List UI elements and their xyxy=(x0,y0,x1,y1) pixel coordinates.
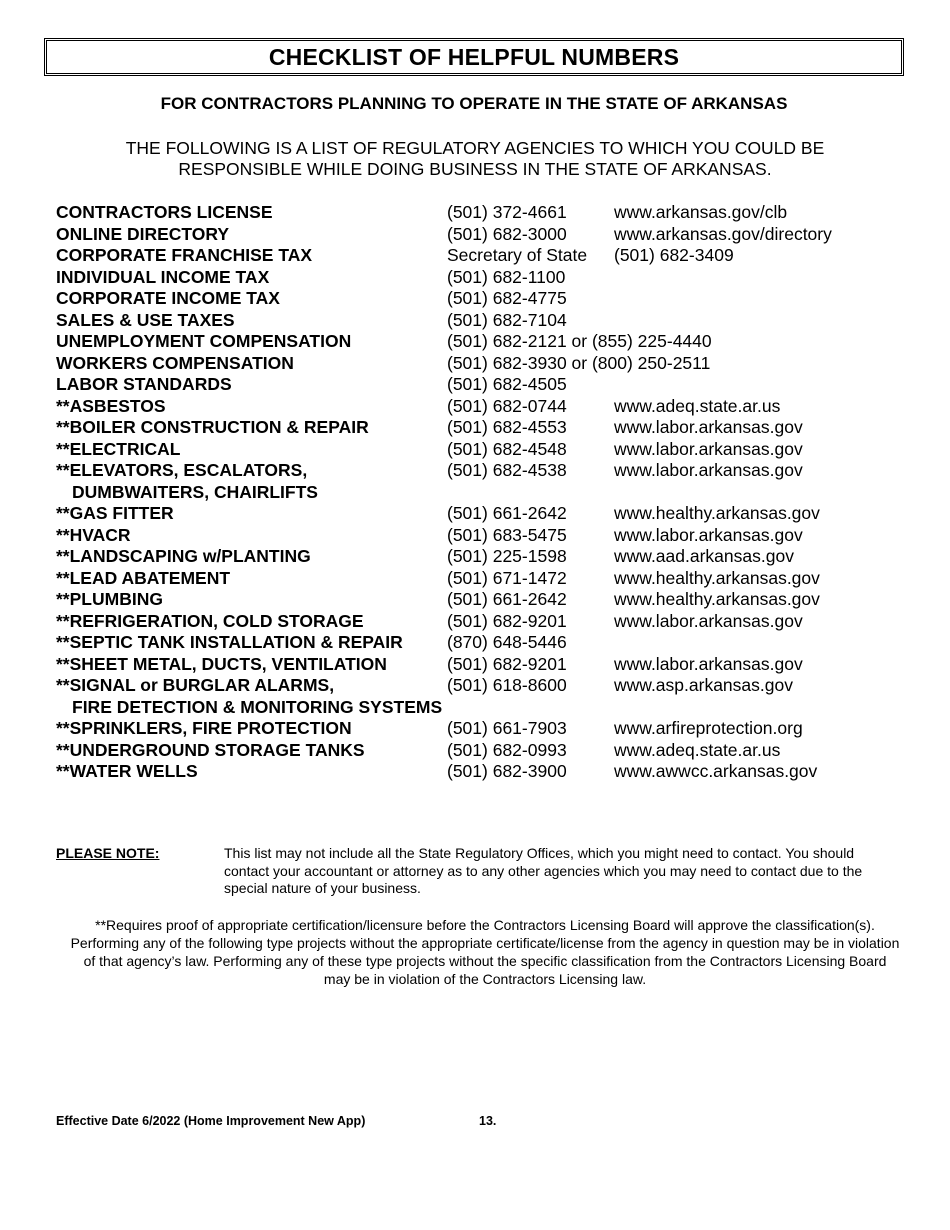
agency-website: www.labor.arkansas.gov xyxy=(614,524,803,545)
agency-name: **ASBESTOS xyxy=(56,395,166,416)
agency-row xyxy=(56,611,876,633)
agency-phone: Secretary of State xyxy=(447,245,588,265)
agency-name: CONTRACTORS LICENSE xyxy=(56,202,273,222)
intro-paragraph: THE FOLLOWING IS A LIST OF REGULATORY AGENCIES TO WHICH YOU COULD BE RESPONSIBLE WHILE DOING BUSINESS IN THE STATE OF ARKANSAS. xyxy=(125,138,825,179)
agency-name: FIRE DETECTION & MONITORING SYSTEMS xyxy=(72,696,443,717)
agency-website: www.aad.arkansas.gov xyxy=(614,546,794,566)
agency-phone: (501) 682-4538 xyxy=(447,460,567,480)
agency-name: WORKERS COMPENSATION xyxy=(56,352,294,373)
agency-website: www.adeq.state.ar.us xyxy=(614,739,781,760)
agency-phone: (501) 682-1100 xyxy=(447,266,566,287)
page-number: 13. xyxy=(479,1114,497,1128)
agency-phone: (870) 648-5446 xyxy=(447,632,567,652)
agency-phone: (501) 661-2642 xyxy=(447,589,567,609)
agency-website: (501) 682-3409 xyxy=(614,245,734,265)
agency-phone: (501) 682-3930 or (800) 250-2511 xyxy=(447,352,711,373)
agency-row xyxy=(56,568,876,590)
agency-row xyxy=(56,396,876,418)
agency-phone: (501) 372-4661 xyxy=(447,202,567,222)
agency-row xyxy=(56,697,876,719)
agency-row xyxy=(56,654,876,676)
page-subtitle: FOR CONTRACTORS PLANNING TO OPERATE IN THE STATE OF ARKANSAS xyxy=(160,94,788,113)
agency-website: www.labor.arkansas.gov xyxy=(614,438,803,459)
agency-name: **WATER WELLS xyxy=(56,761,198,781)
note-text: This list may not include all the State Regulatory Offices, which you might need to contact. You should contact your accountant or attorney as to any other agencies which you may need to contact due to the special nature of your business. xyxy=(224,845,863,896)
agency-website: www.labor.arkansas.gov xyxy=(614,460,803,480)
agency-row xyxy=(56,675,876,697)
agency-phone: (501) 682-3900 xyxy=(447,761,567,781)
agency-website: www.labor.arkansas.gov xyxy=(614,417,803,437)
agency-row xyxy=(56,310,876,332)
agency-website: www.healthy.arkansas.gov xyxy=(614,589,820,609)
agency-name: **SHEET METAL, DUCTS, VENTILATION xyxy=(56,653,387,674)
agency-phone: (501) 682-7104 xyxy=(447,309,567,330)
agency-website: www.arkansas.gov/clb xyxy=(614,202,788,222)
agency-row xyxy=(56,460,876,482)
agency-row xyxy=(56,224,876,246)
agency-name: LABOR STANDARDS xyxy=(56,374,232,394)
agency-row xyxy=(56,482,876,504)
agency-name: **LEAD ABATEMENT xyxy=(56,567,231,588)
agency-name: **BOILER CONSTRUCTION & REPAIR xyxy=(56,417,369,437)
agency-row xyxy=(56,202,876,224)
note-label: PLEASE NOTE: xyxy=(56,845,160,861)
agency-phone: (501) 682-0744 xyxy=(447,395,567,416)
agency-phone: (501) 225-1598 xyxy=(447,546,567,566)
agency-website: www.labor.arkansas.gov xyxy=(614,653,803,674)
agency-website: www.arfireprotection.org xyxy=(614,718,803,738)
agency-row xyxy=(56,267,876,289)
agency-website: www.adeq.state.ar.us xyxy=(614,395,781,416)
agency-website: www.labor.arkansas.gov xyxy=(614,610,803,631)
agency-row xyxy=(56,761,876,783)
agency-name: ONLINE DIRECTORY xyxy=(56,223,230,244)
agency-name: CORPORATE FRANCHISE TAX xyxy=(56,245,313,265)
agency-row xyxy=(56,740,876,762)
agency-name: **ELECTRICAL xyxy=(56,438,181,459)
agency-name: **SPRINKLERS, FIRE PROTECTION xyxy=(56,718,352,738)
agency-phone: (501) 682-4775 xyxy=(447,288,567,308)
agency-row xyxy=(56,589,876,611)
agency-row xyxy=(56,417,876,439)
agency-list xyxy=(56,202,876,783)
agency-phone: (501) 682-4505 xyxy=(447,374,567,394)
agency-website: www.healthy.arkansas.gov xyxy=(614,567,820,588)
agency-phone: (501) 682-4548 xyxy=(447,438,567,459)
agency-row xyxy=(56,525,876,547)
agency-row xyxy=(56,353,876,375)
title-box xyxy=(44,38,904,76)
agency-name: **ELEVATORS, ESCALATORS, xyxy=(56,460,308,480)
agency-name: UNEMPLOYMENT COMPENSATION xyxy=(56,331,352,351)
agency-name: DUMBWAITERS, CHAIRLIFTS xyxy=(72,481,318,502)
agency-phone: (501) 682-2121 or (855) 225-4440 xyxy=(447,331,712,351)
agency-phone: (501) 683-5475 xyxy=(447,524,567,545)
agency-name: **GAS FITTER xyxy=(56,503,174,523)
agency-name: **SIGNAL or BURGLAR ALARMS, xyxy=(56,675,335,695)
agency-row xyxy=(56,374,876,396)
agency-website: www.asp.arkansas.gov xyxy=(614,675,793,695)
agency-phone: (501) 661-7903 xyxy=(447,718,567,738)
agency-row xyxy=(56,718,876,740)
agency-phone: (501) 618-8600 xyxy=(447,675,567,695)
agency-row xyxy=(56,546,876,568)
agency-row xyxy=(56,632,876,654)
agency-name: **HVACR xyxy=(56,524,131,545)
agency-phone: (501) 671-1472 xyxy=(447,567,567,588)
agency-phone: (501) 682-0993 xyxy=(447,739,567,760)
agency-name: **PLUMBING xyxy=(56,589,163,609)
agency-website: www.awwcc.arkansas.gov xyxy=(614,761,818,781)
agency-name: **UNDERGROUND STORAGE TANKS xyxy=(56,739,365,760)
agency-website: www.healthy.arkansas.gov xyxy=(614,503,820,523)
agency-name: INDIVIDUAL INCOME TAX xyxy=(56,266,270,287)
agency-phone: (501) 682-4553 xyxy=(447,417,567,437)
agency-phone: (501) 682-9201 xyxy=(447,653,567,674)
agency-phone: (501) 661-2642 xyxy=(447,503,567,523)
agency-name: **LANDSCAPING w/PLANTING xyxy=(56,546,311,566)
agency-row xyxy=(56,245,876,267)
agency-name: **REFRIGERATION, COLD STORAGE xyxy=(56,610,364,631)
agency-phone: (501) 682-9201 xyxy=(447,610,567,631)
agency-name: CORPORATE INCOME TAX xyxy=(56,288,280,308)
agency-phone: (501) 682-3000 xyxy=(447,223,567,244)
agency-website: www.arkansas.gov/directory xyxy=(614,223,832,244)
footnote: **Requires proof of appropriate certification/licensure before the Contractors Licensing Board will approve the classification(s). Performing any of the following type projects without the appropriate certificate/license from the agency in question may be in violation of that agency’s law. Performing any of these type projects without the specific classification from the Contractors Licensing Board may be in violation of the Contractors Licensing law. xyxy=(70,917,900,987)
effective-date: Effective Date 6/2022 (Home Improvement New App) xyxy=(56,1114,366,1128)
agency-name: **SEPTIC TANK INSTALLATION & REPAIR xyxy=(56,632,403,652)
agency-row xyxy=(56,288,876,310)
agency-name: SALES & USE TAXES xyxy=(56,309,235,330)
agency-row xyxy=(56,503,876,525)
agency-row xyxy=(56,439,876,461)
agency-row xyxy=(56,331,876,353)
page-title: CHECKLIST OF HELPFUL NUMBERS xyxy=(268,43,680,70)
